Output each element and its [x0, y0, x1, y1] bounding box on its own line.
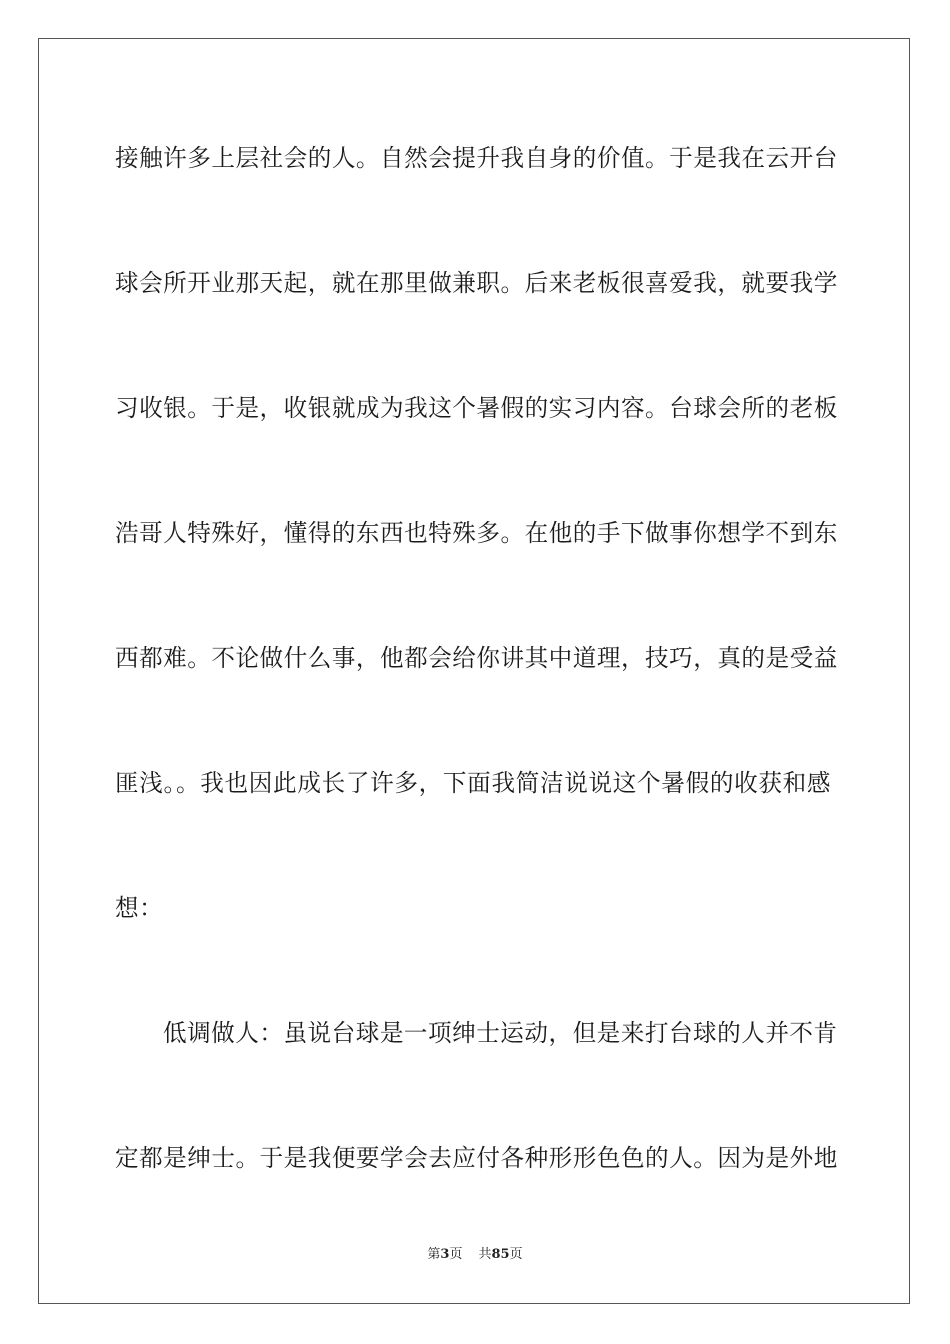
total-label-prefix: 共: [478, 1247, 492, 1262]
page-number: 3: [440, 1247, 450, 1262]
body-text-line: 球会所开业那天起，就在那里做兼职。后来老板很喜爱我，就要我学: [115, 269, 838, 297]
body-text-line: 想：: [115, 894, 164, 922]
total-pages: 85: [491, 1247, 510, 1262]
total-label-suffix: 页: [509, 1247, 523, 1262]
page-label-suffix: 页: [449, 1247, 463, 1262]
body-text-line: 浩哥人特殊好，懂得的东西也特殊多。在他的手下做事你想学不到东: [115, 519, 838, 547]
body-text-line: 接触许多上层社会的人。自然会提升我自身的价值。于是我在云开台: [115, 144, 838, 172]
body-text-line: 定都是绅士。于是我便要学会去应付各种形形色色的人。因为是外地: [115, 1144, 838, 1172]
body-text-line: 匪浅。。我也因此成长了许多，下面我简洁说说这个暑假的收获和感: [115, 769, 831, 797]
page-footer: [0, 1246, 950, 1264]
paragraph-first-line: 低调做人：虽说台球是一项绅士运动，但是来打台球的人并不肯: [163, 1019, 838, 1047]
page-label-prefix: 第: [427, 1247, 441, 1262]
body-text-line: 习收银。于是，收银就成为我这个暑假的实习内容。台球会所的老板: [115, 394, 838, 422]
body-text-line: 西都难。不论做什么事，他都会给你讲其中道理，技巧，真的是受益: [115, 644, 838, 672]
